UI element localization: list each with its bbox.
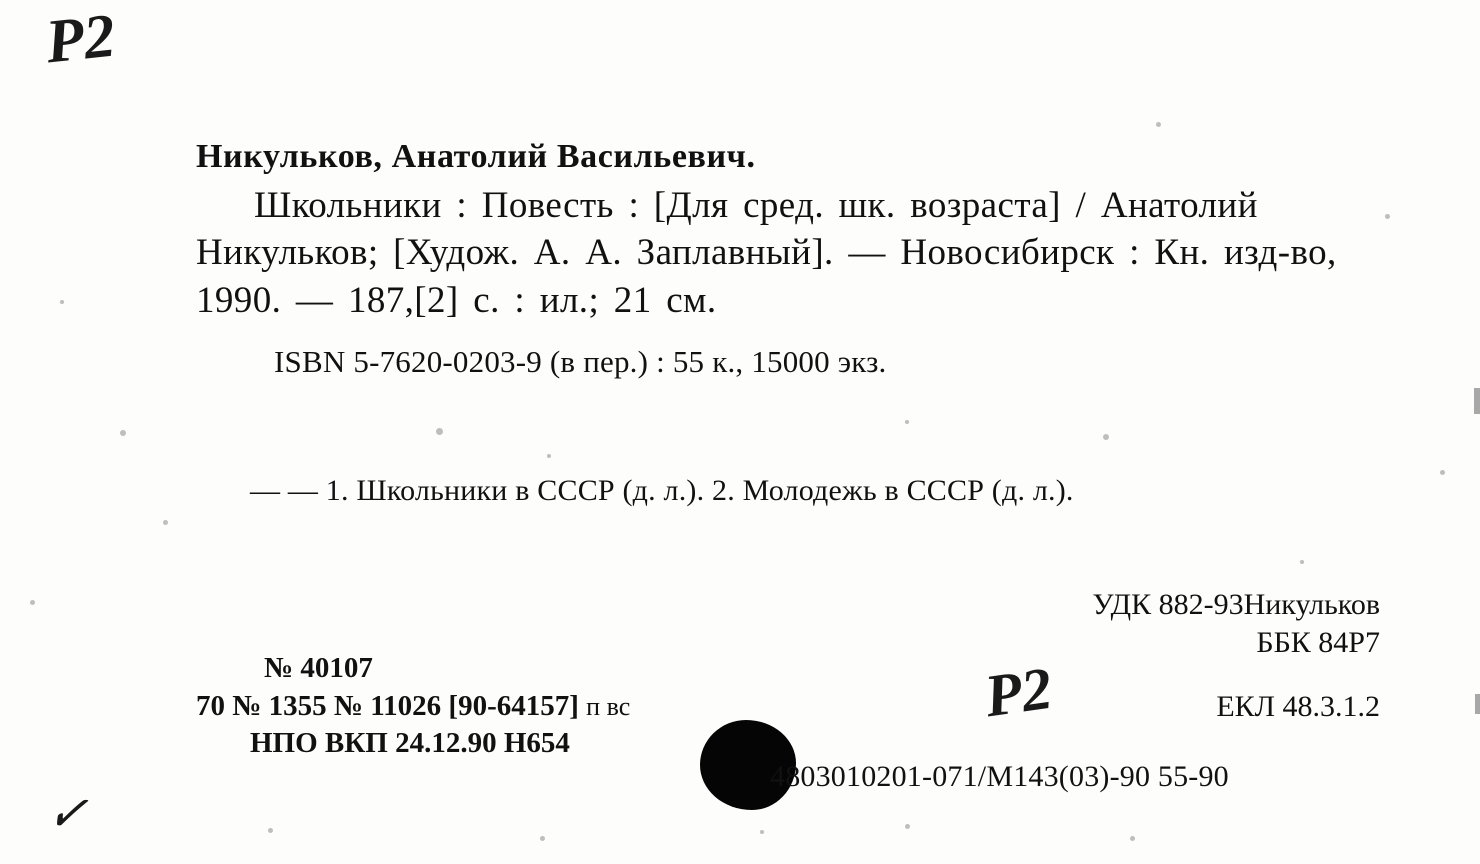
pencil-checkmark: ✓ (43, 780, 92, 848)
scan-speck (540, 836, 545, 841)
scan-speck (1440, 470, 1445, 475)
edge-tick (1475, 694, 1480, 714)
control-number-2-suffix: п вс (586, 691, 631, 721)
scan-speck (60, 300, 64, 304)
imprint-line: 4803010201-071/М143(03)-90 55-90 (770, 760, 1229, 793)
scan-speck (1300, 560, 1304, 564)
scan-speck (436, 428, 443, 435)
isbn-line: ISBN 5-7620-0203-9 (в пер.) : 55 к., 15000 экз. (274, 344, 887, 380)
control-numbers-block (196, 650, 630, 763)
pencil-mark-middle: Р2 (980, 654, 1056, 730)
edge-tick (1474, 388, 1480, 414)
scan-speck (1156, 122, 1161, 127)
scan-speck (547, 454, 551, 458)
scan-speck (120, 430, 126, 436)
pencil-mark-top: Р2 (42, 1, 119, 77)
control-number-2 (196, 688, 630, 726)
scan-speck (905, 420, 909, 424)
author-heading: Никульков, Анатолий Васильевич. (196, 138, 756, 175)
title-statement: Школьники : Повесть : [Для сред. шк. возраста] / Анатолий Никульков; [Худож. А. А. Заплавный]. — Новосибирск : Кн. изд-во, 1990. — 187,[2] с. : ил.; 21 см. (196, 185, 1337, 321)
scan-speck (30, 600, 35, 605)
scan-speck (268, 828, 273, 833)
control-number-3: НПО ВКП 24.12.90 Н654 (250, 727, 570, 760)
control-number-1: № 40107 (264, 652, 373, 684)
scan-speck (760, 830, 764, 834)
classification-block (1092, 586, 1380, 663)
udk-line: УДК 882-93Никульков (1092, 588, 1380, 621)
scan-speck (905, 824, 910, 829)
scan-speck (163, 520, 168, 525)
bibliographic-record (196, 138, 1376, 380)
ekl-line: ЕКЛ 48.3.1.2 (1216, 690, 1380, 723)
scan-speck (1103, 434, 1109, 440)
control-number-2-main: 70 № 1355 № 11026 [90-64157] (196, 689, 579, 722)
scan-speck (1130, 836, 1135, 841)
scan-speck (1385, 214, 1390, 219)
subject-tracing-line: — — 1. Школьники в СССР (д. л.). 2. Молодежь в СССР (д. л.). (250, 474, 1074, 507)
bbk-line: ББК 84Р7 (1256, 626, 1380, 660)
